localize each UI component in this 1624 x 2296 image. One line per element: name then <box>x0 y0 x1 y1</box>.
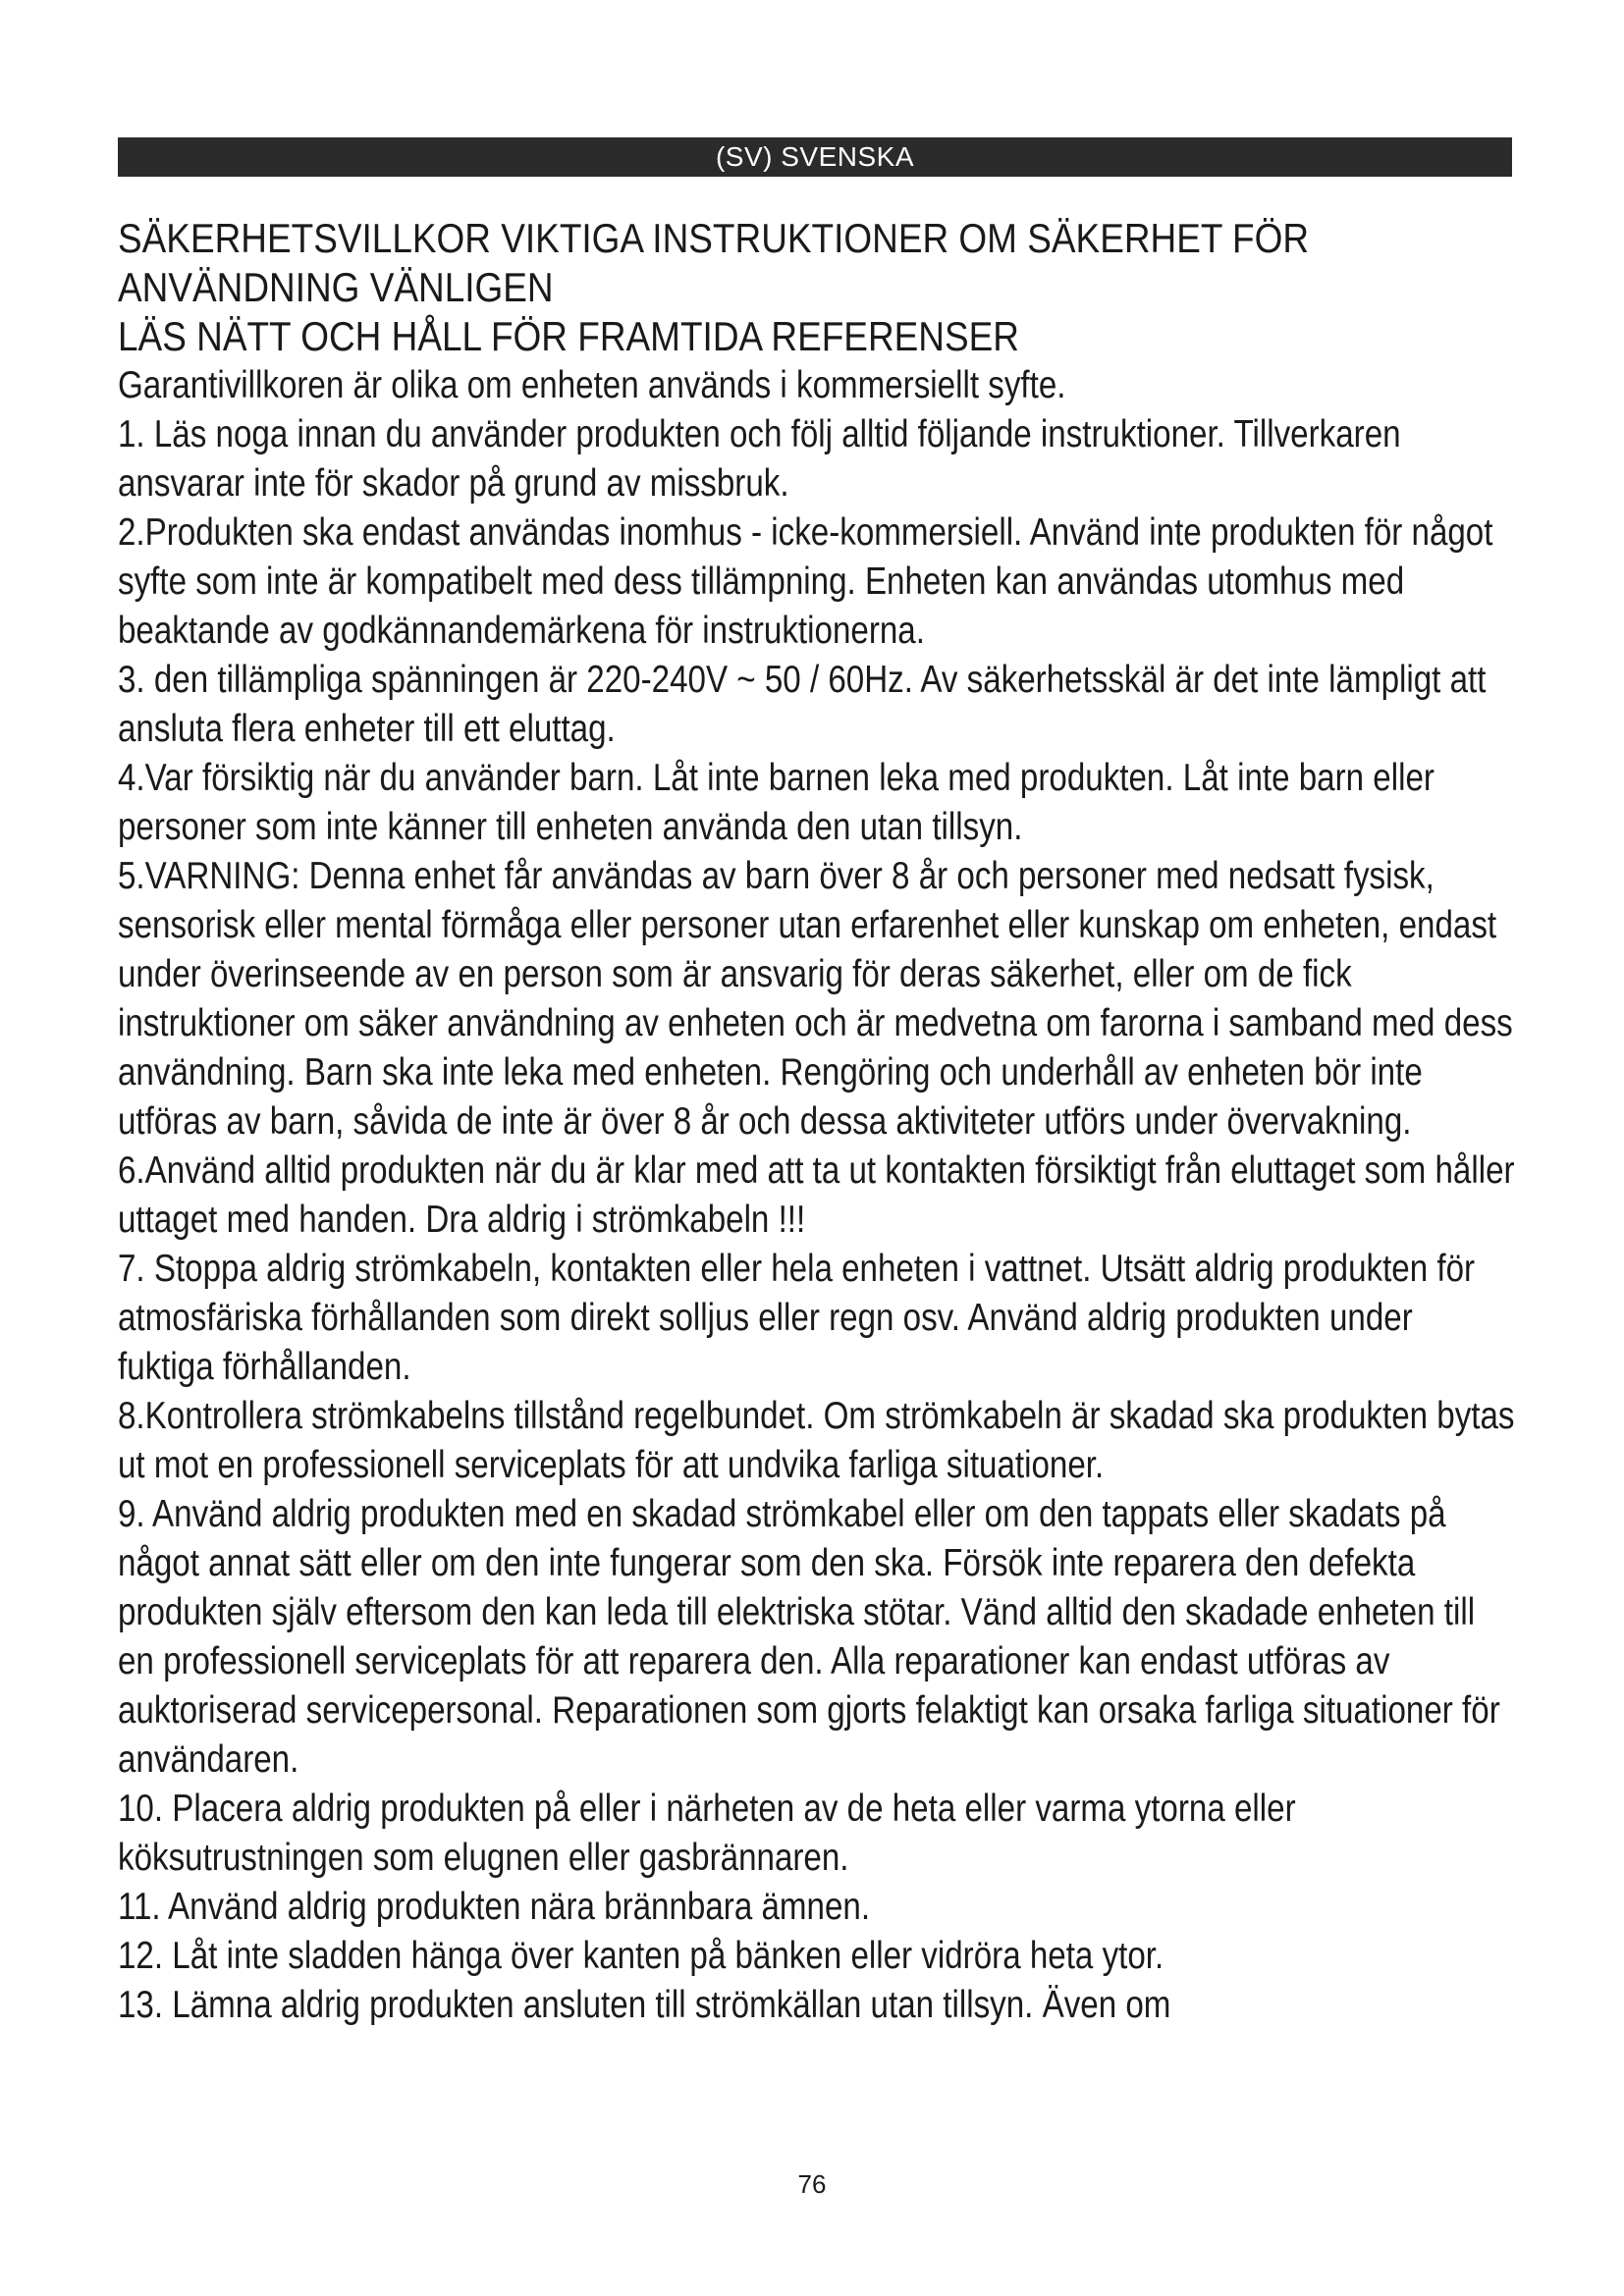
instruction-7: 7. Stoppa aldrig strömkabeln, kontakten eller hela enheten i vattnet. Utsätt aldrig produkten för atmosfäriska förhållanden som direkt solljus eller regn osv. Använd aldrig produkten under fuktiga förhållanden. <box>118 1248 1476 1388</box>
instruction-9: 9. Använd aldrig produkten med en skadad strömkabel eller om den tappats eller skadats på något annat sätt eller om den inte fungerar som den ska. Försök inte reparera den defekta produkten själv eftersom den kan leda till elektriska stötar. Vänd alltid den skadade enheten till en professionell serviceplats för att reparera den. Alla reparationer kan endast utföras av auktoriserad servicepersonal. Reparationen som gjorts felaktigt kan orsaka farliga situationer för användaren. <box>118 1493 1500 1781</box>
safety-heading-line-2: ANVÄNDNING VÄNLIGEN <box>118 264 554 310</box>
warranty-paragraph: Garantivillkoren är olika om enheten används i kommersiellt syfte. <box>118 364 1066 406</box>
instruction-8: 8.Kontrollera strömkabelns tillstånd regelbundet. Om strömkabeln är skadad ska produkten bytas ut mot en professionell serviceplats för att undvika farliga situationer. <box>118 1395 1515 1486</box>
instruction-12: 12. Låt inte sladden hänga över kanten på bänken eller vidröra heta ytor. <box>118 1935 1164 1977</box>
instruction-5-warning: 5.VARNING: Denna enhet får användas av barn över 8 år och personer med nedsatt fysisk, sensorisk eller mental förmåga eller personer utan erfarenhet eller kunskap om enheten, endast under överinseende av en person som är ansvarig för deras säkerhet, eller om de fick instruktioner om säker användning av enheten och är medvetna om farorna i samband med dess användning. Barn ska inte leka med enheten. Rengöring och underhåll av enheten bör inte utföras av barn, såvida de inte är över 8 år och dessa aktiviteter utförs under övervakning. <box>118 855 1513 1143</box>
instruction-10: 10. Placera aldrig produkten på eller i närheten av de heta eller varma ytorna eller köksutrustningen som elugnen eller gasbrännaren. <box>118 1788 1296 1879</box>
safety-heading-line-1: SÄKERHETSVILLKOR VIKTIGA INSTRUKTIONER OM SÄKERHET FÖR <box>118 215 1310 261</box>
instruction-11: 11. Använd aldrig produkten nära brännbara ämnen. <box>118 1886 871 1928</box>
instruction-3: 3. den tillämpliga spänningen är 220-240V ~ 50 / 60Hz. Av säkerhetsskäl är det inte lämpligt att ansluta flera enheter till ett eluttag. <box>118 659 1487 750</box>
instruction-6: 6.Använd alltid produkten när du är klar med att ta ut kontakten försiktigt från eluttaget som håller uttaget med handen. Dra aldrig i strömkabeln !!! <box>118 1149 1515 1241</box>
language-header-bar <box>118 137 1512 177</box>
instruction-2: 2.Produkten ska endast användas inomhus - icke-kommersiell. Använd inte produkten för något syfte som inte är kompatibelt med dess tillämpning. Enheten kan användas utomhus med beaktande av godkännandemärkena för instruktionerna. <box>118 511 1493 652</box>
instruction-4: 4.Var försiktig när du använder barn. Låt inte barnen leka med produkten. Låt inte barn eller personer som inte känner till enheten använda den utan tillsyn. <box>118 757 1435 848</box>
document-body <box>118 214 1517 2030</box>
safety-heading-line-3: LÄS NÄTT OCH HÅLL FÖR FRAMTIDA REFERENSER <box>118 313 1019 359</box>
language-header-label: (SV) SVENSKA <box>715 141 915 172</box>
instruction-1: 1. Läs noga innan du använder produkten och följ alltid följande instruktioner. Tillverkaren ansvarar inte för skador på grund av missbruk. <box>118 413 1401 505</box>
page-number: 76 <box>797 2169 827 2199</box>
instruction-13: 13. Lämna aldrig produkten ansluten till strömkällan utan tillsyn. Även om <box>118 1984 1171 2026</box>
